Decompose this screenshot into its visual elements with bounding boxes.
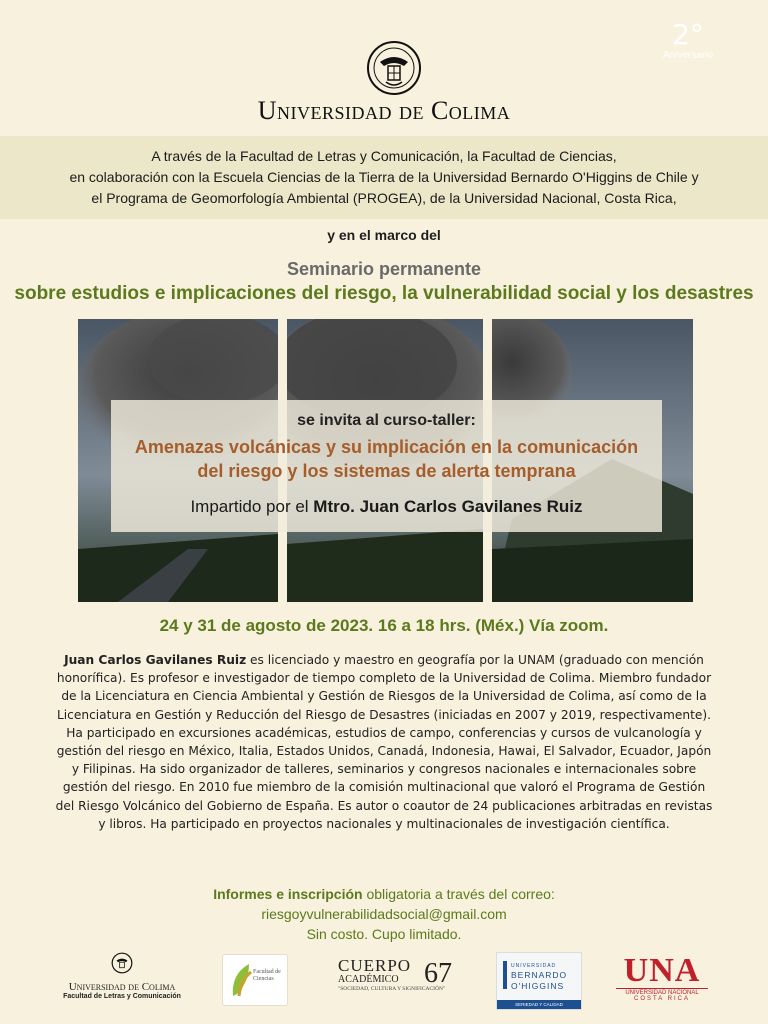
ubo-line3: O'HIGGINS xyxy=(511,981,565,991)
university-name: Universidad de Colima xyxy=(257,96,511,125)
instructor-prefix: Impartido por el xyxy=(190,497,314,516)
info-bold: Informes e inscripción xyxy=(213,886,363,902)
udec-seal-icon xyxy=(111,952,133,974)
intro-line: el Programa de Geomorfología Ambiental (PROGEA), de la Universidad Nacional, Costa Rica, xyxy=(91,190,677,206)
sponsor-logos xyxy=(0,948,768,1018)
ubo-footer: SERIEDAD Y CALIDAD xyxy=(497,1000,581,1009)
seminar-title: Seminario permanente xyxy=(286,259,482,279)
info-rest: obligatoria a través del correo: xyxy=(362,886,555,902)
bio-name: Juan Carlos Gavilanes Ruiz xyxy=(64,653,247,667)
cuerpo-motto: "SOCIEDAD, CULTURA Y SIGNIFICACIÓN" xyxy=(338,986,446,992)
udec-faculty: Facultad de Letras y Comunicación xyxy=(63,993,181,1000)
bio-text: es licenciado y maestro en geografía por la UNAM (graduado con mención honorífica). Es profesor e investigador de tiempo completo de la Universidad de Colima. Miembro fundador de la Licenciatura en Ciencia Ambiental y Gestión de Riesgos de la Universidad de Colima, así como de la Licenciatura en Gestión y Reducción del Riesgo de Desastres (iniciadas en 2007 y 2019, respectivamente). Ha participado en excursiones académicas, estudios de campo, conferencias y cursos de vulcanología y gestión del riesgo en México, Italia, Estados Unidos, Canadá, Indonesia, Hawai, El Salvador, Ecuador, Japón y Filipinas. Ha sido organizador de talleres, seminarios y congresos nacionales e internacionales sobre gestión del riesgo. En 2010 fue miembro de la comisión multinacional que valoró el Programa de Gestión del Riesgo Volcánico del Gobierno de España. Es autor o coautor de 24 publicaciones arbitradas en revistas y libros. Ha participado en proyectos nacionales y multinacionales de investigación científica. xyxy=(55,653,713,831)
una-logo xyxy=(616,954,708,1002)
info-line xyxy=(0,886,768,902)
course-title-line1: Amenazas volcánicas y su implicación en la comunicación xyxy=(134,437,639,457)
anniversary-badge xyxy=(648,20,728,61)
cuerpo-text: CUERPO xyxy=(338,956,412,975)
facultad-ciencias-logo xyxy=(222,954,288,1006)
academico-text: ACADÉMICO xyxy=(338,974,399,985)
cuerpo-number: 67 xyxy=(424,958,452,989)
marco-text: y en el marco del xyxy=(327,227,441,243)
intro-line: en colaboración con la Escuela Ciencias de la Tierra de la Universidad Bernardo O'Higgins de Chile y xyxy=(69,169,699,185)
invite-box xyxy=(111,400,662,532)
instructor-line xyxy=(111,497,662,517)
facultad-ciencias-text: Facultad de Ciencias xyxy=(253,969,281,982)
cuerpo-academico-logo xyxy=(338,958,454,992)
ubo-bar xyxy=(503,961,507,989)
una-name: UNIVERSIDAD NACIONAL xyxy=(616,988,708,996)
contact-email[interactable]: riesgoyvulnerabilidadsocial@gmail.com xyxy=(261,906,507,922)
udec-logo xyxy=(62,952,182,1000)
instructor-bio xyxy=(54,651,714,833)
leaf-icon xyxy=(227,960,255,1000)
udec-name: Universidad de Colima xyxy=(68,981,176,993)
instructor-name: Mtro. Juan Carlos Gavilanes Ruiz xyxy=(313,497,583,516)
una-country: COSTA RICA xyxy=(634,996,690,1002)
ubo-line1: UNIVERSIDAD xyxy=(511,963,557,969)
invite-intro: se invita al curso-taller: xyxy=(297,412,476,429)
seminar-subtitle: sobre estudios e implicaciones del riesgo, la vulnerabilidad social y los desastres xyxy=(14,283,754,304)
anniversary-label: Aniversario xyxy=(662,50,714,61)
cost-note: Sin costo. Cupo limitado. xyxy=(306,926,462,942)
event-dates: 24 y 31 de agosto de 2023. 16 a 18 hrs. (Méx.) Vía zoom. xyxy=(159,616,609,635)
course-title-line2: del riesgo y los sistemas de alerta temprana xyxy=(197,461,576,481)
intro-band xyxy=(0,136,768,219)
intro-line: A través de la Facultad de Letras y Comunicación, la Facultad de Ciencias, xyxy=(151,148,617,164)
una-acronym: UNA xyxy=(623,952,701,989)
anniversary-number: 2° xyxy=(672,18,704,51)
ubo-line2: BERNARDO xyxy=(511,970,568,980)
ubo-logo xyxy=(496,952,582,1010)
university-seal-icon xyxy=(366,40,422,96)
